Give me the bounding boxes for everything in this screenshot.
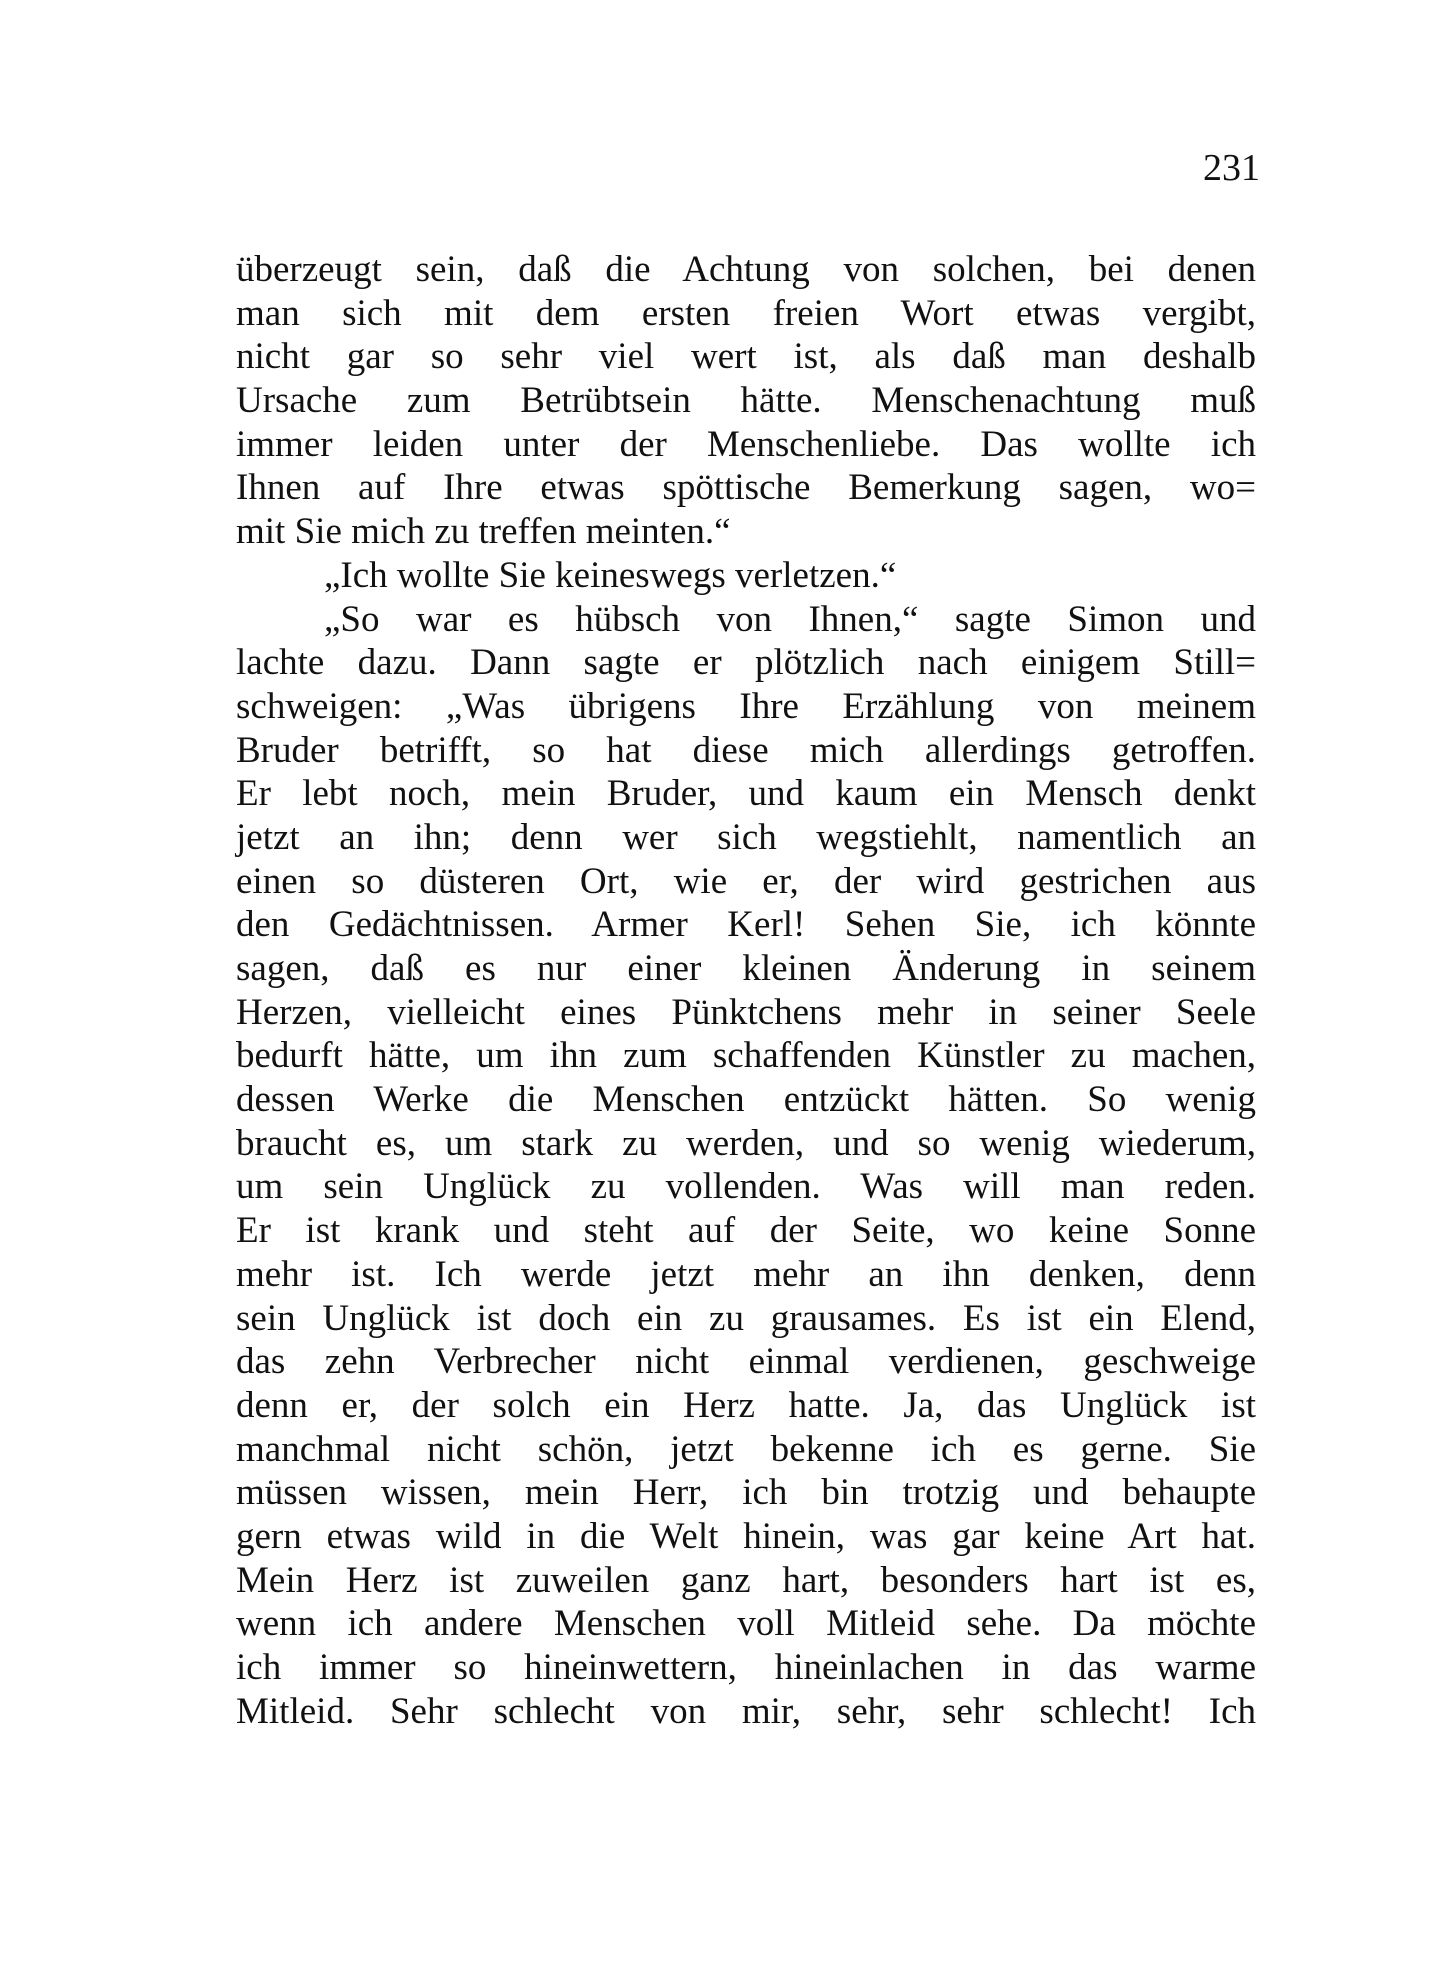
- text-line: überzeugt sein, daß die Achtung von solchen, bei denen: [236, 249, 1256, 290]
- text-line: dessen Werke die Menschen entzückt hätten. So wenig: [236, 1079, 1256, 1121]
- text-line: lachte dazu. Dann sagte er plötzlich nach einigem Still=: [236, 642, 1256, 684]
- text-line: mit Sie mich zu treffen meinten.“: [236, 511, 731, 553]
- text-line: mehr ist. Ich werde jetzt mehr an ihn denken, denn: [236, 1253, 1256, 1295]
- text-line: denn er, der solch ein Herz hatte. Ja, das Unglück ist: [236, 1384, 1256, 1426]
- text-line: Bruder betrifft, so hat diese mich allerdings getroffen.: [236, 729, 1256, 771]
- text-line: um sein Unglück zu vollenden. Was will man reden.: [236, 1166, 1256, 1208]
- text-line: nicht gar so sehr viel wert ist, als daß man deshalb: [236, 336, 1256, 378]
- text-line: bedurft hätte, um ihn zum schaffenden Künstler zu machen,: [236, 1035, 1256, 1077]
- text-line: Ihnen auf Ihre etwas spöttische Bemerkung sagen, wo=: [236, 467, 1256, 509]
- text-line: manchmal nicht schön, jetzt bekenne ich es gerne. Sie: [236, 1428, 1256, 1470]
- text-line: Ursache zum Betrübtsein hätte. Menschenachtung muß: [236, 380, 1256, 422]
- text-line: müssen wissen, mein Herr, ich bin trotzig und behaupte: [236, 1472, 1256, 1514]
- text-line: „Ich wollte Sie keineswegs verletzen.“: [324, 554, 897, 596]
- text-line: schweigen: „Was übrigens Ihre Erzählung von meinem: [236, 685, 1256, 727]
- text-line: Mitleid. Sehr schlecht von mir, sehr, sehr schlecht! Ich: [236, 1690, 1256, 1732]
- text-line: gern etwas wild in die Welt hinein, was gar keine Art hat.: [236, 1515, 1256, 1557]
- text-line: „So war es hübsch von Ihnen,“ sagte Simon und: [324, 598, 1256, 640]
- text-line: Mein Herz ist zuweilen ganz hart, besonders hart ist es,: [236, 1559, 1256, 1601]
- text-line: ich immer so hineinwettern, hineinlachen in das warme: [236, 1647, 1256, 1688]
- text-line: Er ist krank und steht auf der Seite, wo keine Sonne: [236, 1210, 1256, 1252]
- text-line: braucht es, um stark zu werden, und so wenig wiederum,: [236, 1122, 1256, 1164]
- text-line: das zehn Verbrecher nicht einmal verdienen, geschweige: [236, 1341, 1256, 1383]
- page-number: 231: [1203, 147, 1260, 189]
- text-line: jetzt an ihn; denn wer sich wegstiehlt, namentlich an: [236, 816, 1256, 858]
- text-line: man sich mit dem ersten freien Wort etwas vergibt,: [236, 292, 1256, 334]
- text-line: sagen, daß es nur einer kleinen Änderung in seinem: [236, 948, 1256, 989]
- text-line: wenn ich andere Menschen voll Mitleid sehe. Da möchte: [236, 1603, 1256, 1645]
- text-line: sein Unglück ist doch ein zu grausames. Es ist ein Elend,: [236, 1297, 1256, 1339]
- text-line: einen so düsteren Ort, wie er, der wird gestrichen aus: [236, 860, 1256, 902]
- text-line: den Gedächtnissen. Armer Kerl! Sehen Sie, ich könnte: [236, 904, 1256, 946]
- body-text: [236, 248, 1256, 1733]
- text-line: Er lebt noch, mein Bruder, und kaum ein Mensch denkt: [236, 773, 1256, 815]
- text-line: Herzen, vielleicht eines Pünktchens mehr in seiner Seele: [236, 991, 1256, 1033]
- text-line: immer leiden unter der Menschenliebe. Das wollte ich: [236, 423, 1256, 465]
